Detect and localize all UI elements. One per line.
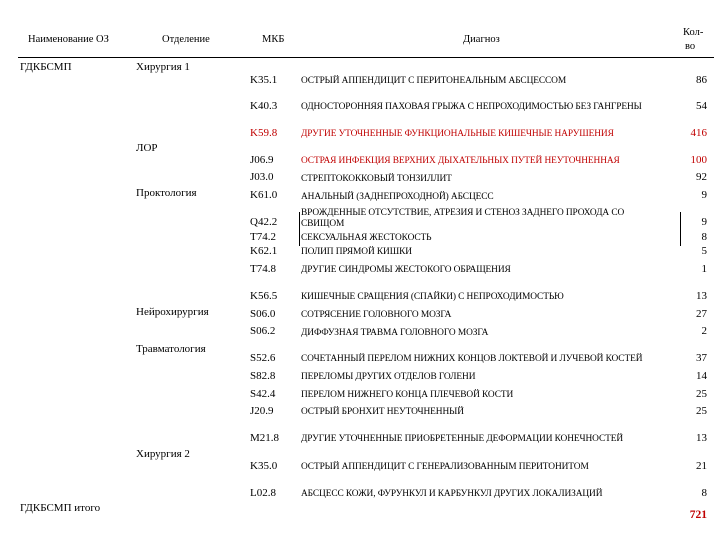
- diagnosis: ПОЛИП ПРЯМОЙ КИШКИ: [301, 247, 412, 257]
- diagnosis: АБСЦЕСС КОЖИ, ФУРУНКУЛ И КАРБУНКУЛ ДРУГИХ ЛОКАЛИЗАЦИЙ: [301, 489, 603, 499]
- diagnosis: СОЧЕТАННЫЙ ПЕРЕЛОМ НИЖНИХ КОНЦОВ ЛОКТЕВОЙ И ЛУЧЕВОЙ КОСТЕЙ: [301, 354, 643, 364]
- count: 54: [696, 100, 707, 112]
- diagnosis: СОТРЯСЕНИЕ ГОЛОВНОГО МОЗГА: [301, 310, 452, 320]
- count: 100: [690, 154, 707, 166]
- icd-code: S42.4: [250, 388, 276, 400]
- icd-code: K35.1: [250, 74, 278, 86]
- diagnosis: ОСТРЫЙ АППЕНДИЦИТ С ПЕРИТОНЕАЛЬНЫМ АБСЦЕССОМ: [301, 76, 567, 86]
- diagnosis: ДИФФУЗНАЯ ТРАВМА ГОЛОВНОГО МОЗГА: [301, 328, 489, 338]
- diagnosis: ДРУГИЕ УТОЧНЕННЫЕ ПРИОБРЕТЕННЫЕ ДЕФОРМАЦИИ КОНЕЧНОСТЕЙ: [301, 434, 624, 444]
- count: 2: [701, 325, 707, 337]
- icd-code: K56.5: [250, 290, 278, 302]
- count: 25: [696, 405, 707, 417]
- col-separator-diag: [299, 212, 300, 246]
- count: 8: [701, 487, 707, 499]
- header-department: Отделение: [162, 34, 210, 45]
- icd-code: L02.8: [250, 487, 276, 499]
- header-rule: [18, 57, 714, 58]
- header-count-2: во: [685, 41, 696, 52]
- count: 21: [696, 460, 707, 472]
- count: 37: [696, 352, 707, 364]
- count: 9: [701, 189, 707, 201]
- icd-code: T74.8: [250, 263, 276, 275]
- diagnosis: СТРЕПТОКОККОВЫЙ ТОНЗИЛЛИТ: [301, 174, 452, 184]
- header-diagnosis: Диагноз: [463, 34, 500, 45]
- diagnosis-line2: СВИЩОМ: [301, 219, 345, 229]
- diagnosis: ПЕРЕЛОМ НИЖНЕГО КОНЦА ПЛЕЧЕВОЙ КОСТИ: [301, 390, 514, 400]
- department-label: Нейрохирургия: [136, 306, 209, 318]
- department-label: Хирургия 2: [136, 448, 190, 460]
- diagnosis: ДРУГИЕ УТОЧНЕННЫЕ ФУНКЦИОНАЛЬНЫЕ КИШЕЧНЫЕ НАРУШЕНИЯ: [301, 129, 614, 139]
- icd-code: S52.6: [250, 352, 276, 364]
- icd-code: Q42.2: [250, 216, 278, 228]
- department-label: Травматология: [136, 343, 206, 355]
- icd-code: S82.8: [250, 370, 276, 382]
- icd-code: T74.2: [250, 231, 276, 243]
- count: 5: [701, 245, 707, 257]
- diagnosis: ОДНОСТОРОННЯЯ ПАХОВАЯ ГРЫЖА С НЕПРОХОДИМОСТЬЮ БЕЗ ГАНГРЕНЫ: [301, 102, 642, 112]
- diagnosis: ОСТРЫЙ БРОНХИТ НЕУТОЧНЕННЫЙ: [301, 407, 464, 417]
- count: 92: [696, 171, 707, 183]
- count: 14: [696, 370, 707, 382]
- department-label: Проктология: [136, 187, 197, 199]
- icd-code: S06.2: [250, 325, 276, 337]
- icd-code: K59.8: [250, 127, 278, 139]
- department-label: Хирургия 1: [136, 61, 190, 73]
- diagnosis-line1: ВРОЖДЕННЫЕ ОТСУТСТВИЕ, АТРЕЗИЯ И СТЕНОЗ ЗАДНЕГО ПРОХОДА СО: [301, 208, 625, 218]
- header-os: Наименование ОЗ: [28, 34, 109, 45]
- count: 25: [696, 388, 707, 400]
- total-count: 721: [689, 509, 707, 521]
- icd-code: J20.9: [250, 405, 274, 417]
- icd-code: S06.0: [250, 308, 276, 320]
- diagnosis: ОСТРАЯ ИНФЕКЦИЯ ВЕРХНИХ ДЫХАТЕЛЬНЫХ ПУТЕЙ НЕУТОЧНЕННАЯ: [301, 156, 620, 166]
- count: 416: [690, 127, 707, 139]
- header-icd: МКБ: [262, 34, 285, 45]
- icd-code: K40.3: [250, 100, 278, 112]
- header-count-1: Кол-: [683, 27, 704, 38]
- count: 86: [696, 74, 707, 86]
- diagnosis: АНАЛЬНЫЙ (ЗАДНЕПРОХОДНОЙ) АБСЦЕСС: [301, 192, 494, 202]
- icd-code: M21.8: [250, 432, 280, 444]
- count: 27: [696, 308, 707, 320]
- icd-code: K62.1: [250, 245, 278, 257]
- icd-code: K61.0: [250, 189, 278, 201]
- count: 9: [701, 216, 707, 228]
- diagnosis: СЕКСУАЛЬНАЯ ЖЕСТОКОСТЬ: [301, 233, 432, 243]
- os-name: ГДКБСМП: [20, 61, 72, 73]
- icd-code: K35.0: [250, 460, 278, 472]
- diagnosis: ДРУГИЕ СИНДРОМЫ ЖЕСТОКОГО ОБРАЩЕНИЯ: [301, 265, 511, 275]
- diagnosis: ПЕРЕЛОМЫ ДРУГИХ ОТДЕЛОВ ГОЛЕНИ: [301, 372, 476, 382]
- total-label: ГДКБСМП итого: [20, 502, 101, 514]
- count: 13: [696, 290, 707, 302]
- count: 8: [701, 231, 707, 243]
- diagnosis: КИШЕЧНЫЕ СРАЩЕНИЯ (СПАЙКИ) С НЕПРОХОДИМОСТЬЮ: [301, 292, 564, 302]
- icd-code: J03.0: [250, 171, 274, 183]
- count: 13: [696, 432, 707, 444]
- department-label: ЛОР: [136, 142, 158, 154]
- count: 1: [701, 263, 707, 275]
- icd-code: J06.9: [250, 154, 274, 166]
- diagnosis: ОСТРЫЙ АППЕНДИЦИТ С ГЕНЕРАЛИЗОВАННЫМ ПЕРИТОНИТОМ: [301, 462, 589, 472]
